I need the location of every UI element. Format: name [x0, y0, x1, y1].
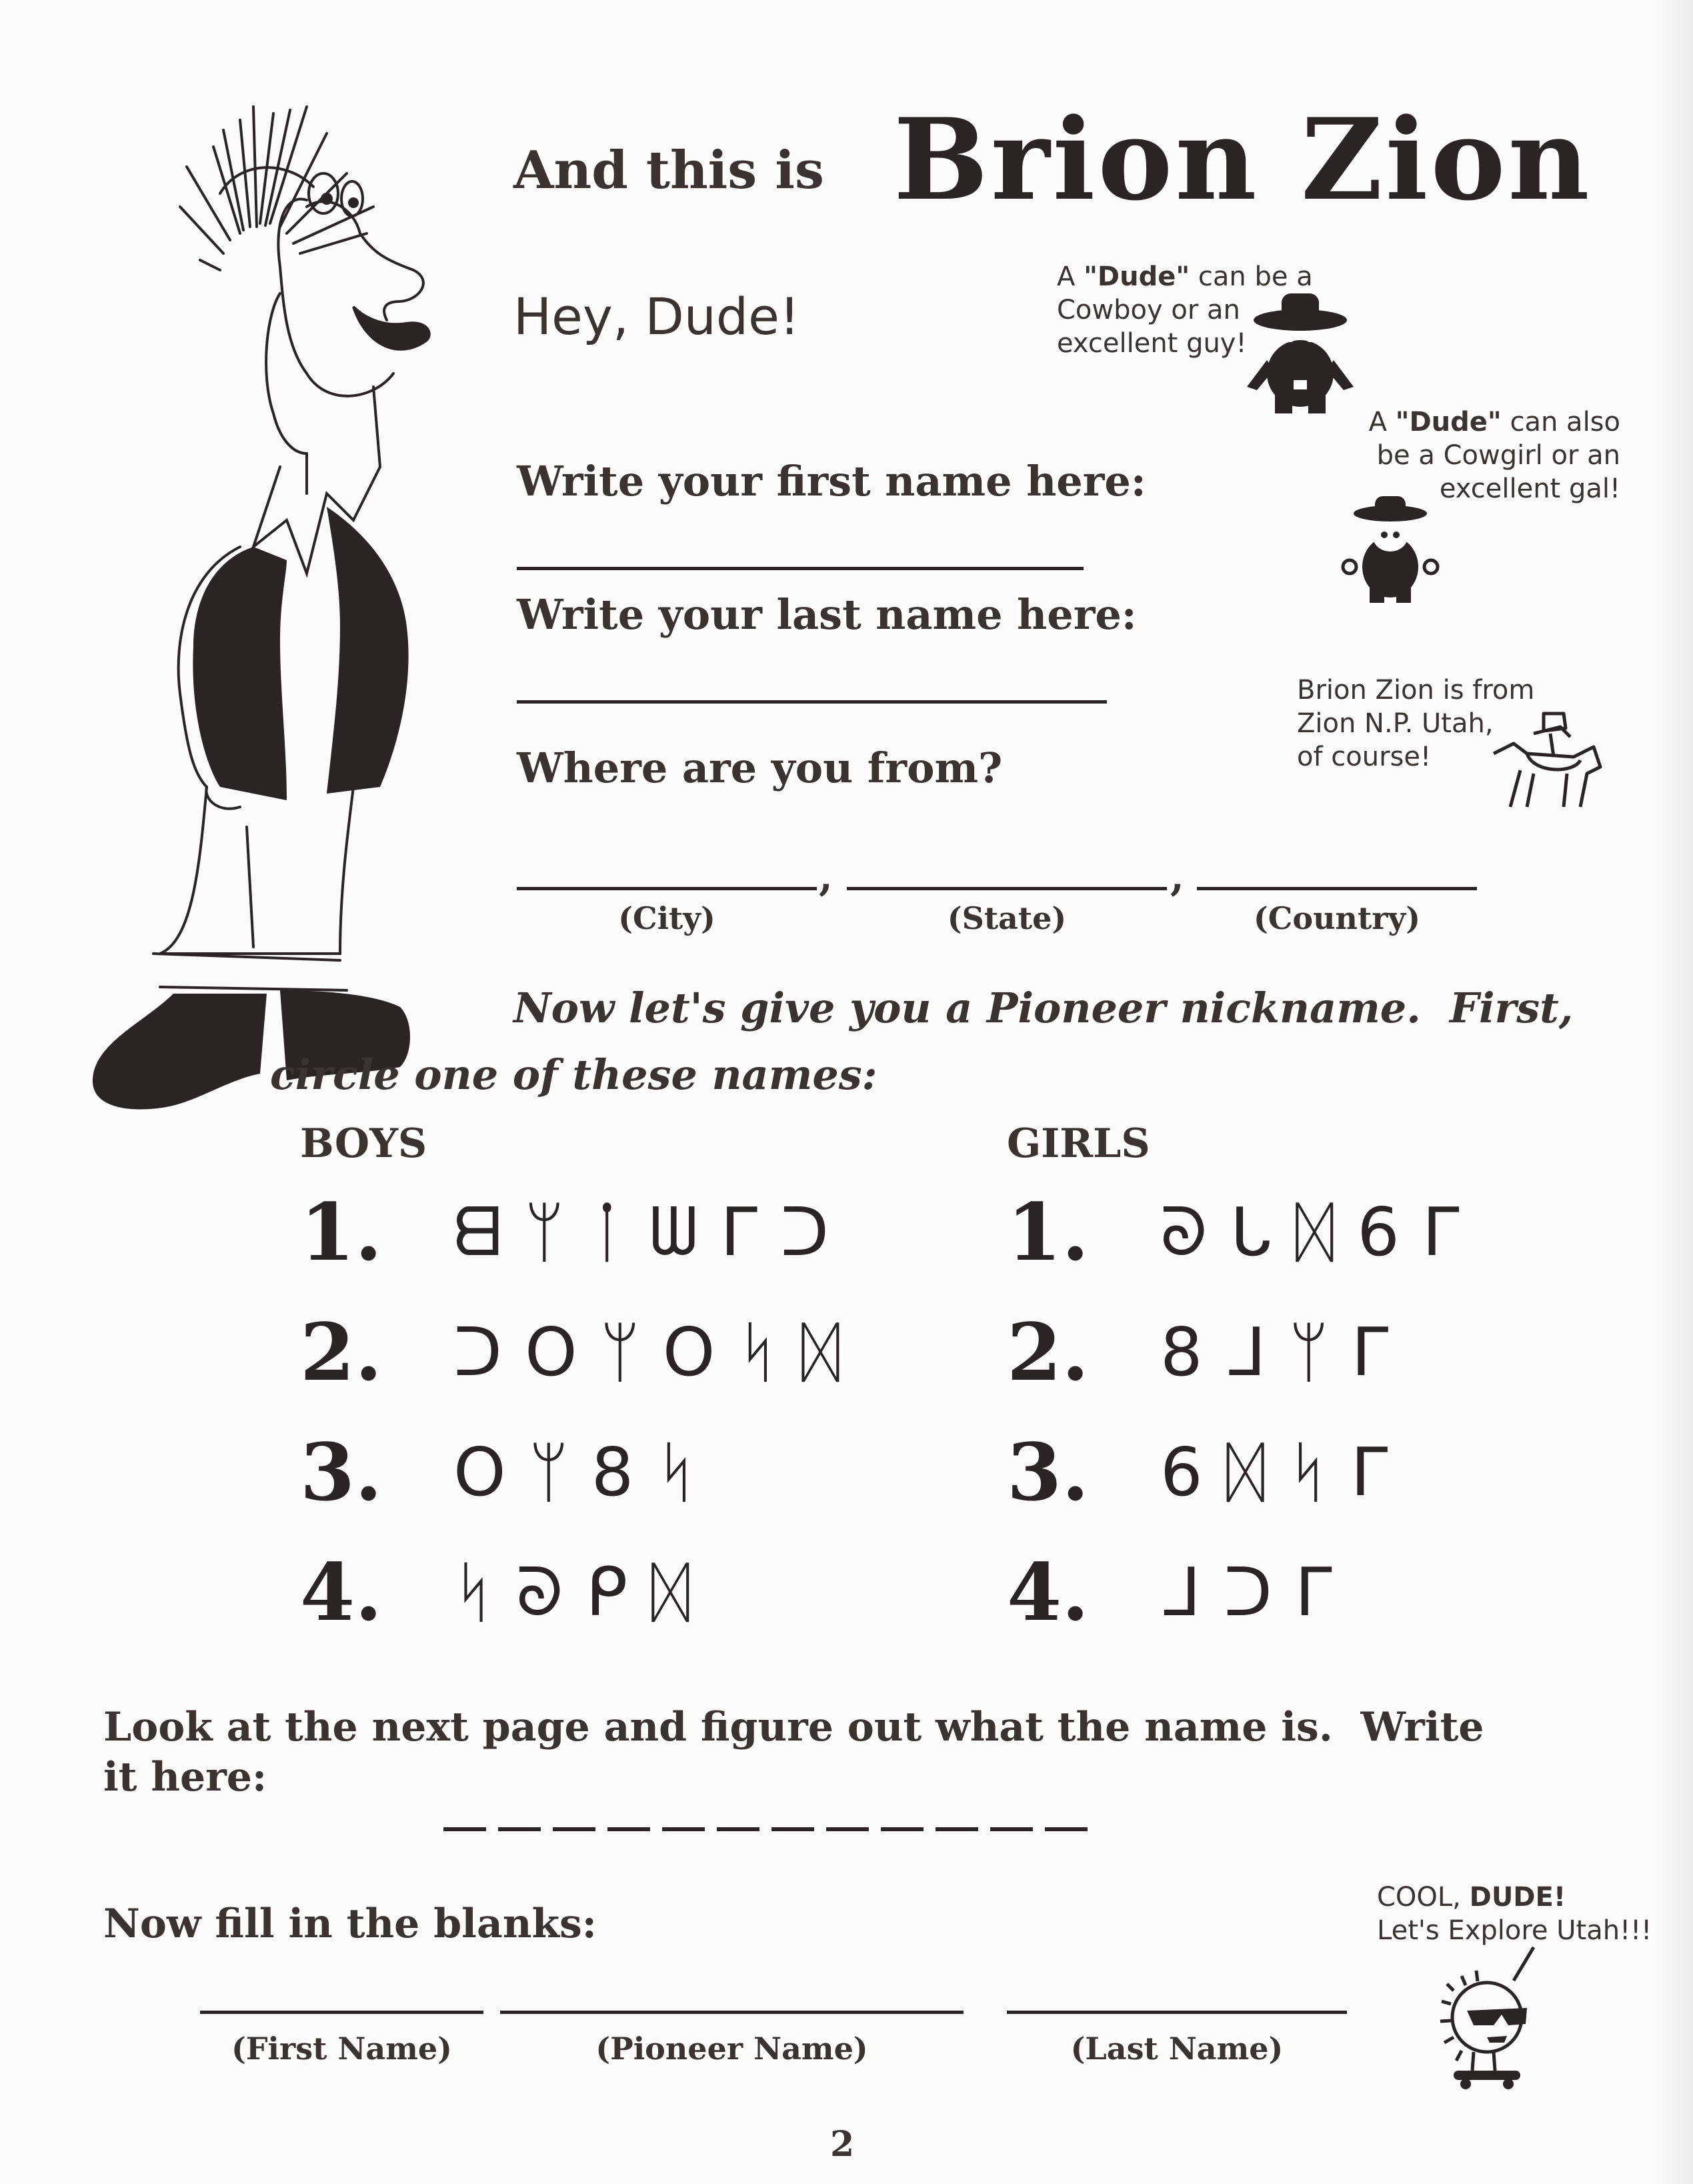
- city-label: (City): [618, 900, 715, 936]
- header-prefix: And this is: [513, 140, 824, 201]
- letter-blank[interactable]: [443, 1827, 486, 1831]
- item-number: 4.: [300, 1546, 383, 1639]
- list-item[interactable]: [1007, 1540, 1482, 1644]
- cool-dude-note: COOL, DUDE! Let's Explore Utah!!!: [1377, 1882, 1652, 1946]
- boys-heading: BOYS: [300, 1120, 427, 1167]
- boys-list: [300, 1180, 863, 1644]
- list-item[interactable]: [300, 1180, 863, 1284]
- letter-blank[interactable]: [1045, 1827, 1088, 1831]
- dude-boy-note: A "Dude" can be a Cowboy or an excellent guy!: [1057, 261, 1313, 359]
- coded-name: Oᛘ8ᛋ: [453, 1433, 719, 1511]
- cool-dude-sunglasses-icon: [1427, 1937, 1560, 2091]
- coded-name: ᛋᘐᑭᛞ: [453, 1552, 713, 1631]
- coded-name: 6ᛞᛋᒥ: [1160, 1433, 1411, 1511]
- comma: ,: [819, 854, 833, 900]
- state-field[interactable]: [847, 887, 1167, 890]
- letter-blank[interactable]: [717, 1827, 759, 1831]
- item-number: 1.: [300, 1186, 383, 1278]
- item-number: 2.: [1007, 1306, 1090, 1398]
- item-number: 3.: [1007, 1426, 1090, 1518]
- last-name-prompt: Write your last name here:: [517, 590, 1137, 639]
- last-name-field[interactable]: [517, 700, 1107, 704]
- greeting: Hey, Dude!: [513, 287, 800, 346]
- decoded-name-blanks[interactable]: [443, 1827, 1088, 1831]
- page-edge-shadow: [1653, 0, 1693, 2184]
- letter-blank[interactable]: [771, 1827, 814, 1831]
- dude-girl-note: A "Dude" can also be a Cowgirl or an excellent gal!: [1368, 407, 1620, 504]
- list-item[interactable]: [300, 1300, 863, 1404]
- where-from-prompt: Where are you from?: [517, 744, 1003, 792]
- cowboy-icon: [1240, 287, 1360, 420]
- list-item[interactable]: [1007, 1420, 1482, 1524]
- first-name-field[interactable]: [517, 567, 1084, 570]
- letter-blank[interactable]: [826, 1827, 869, 1831]
- item-number: 2.: [300, 1306, 383, 1398]
- item-number: 3.: [300, 1426, 383, 1518]
- pioneer-name-blank[interactable]: [500, 2011, 964, 2014]
- brion-zion-illustration: [87, 93, 513, 1134]
- list-item[interactable]: [1007, 1180, 1482, 1284]
- fill-in-title: Now fill in the blanks:: [103, 1901, 597, 1947]
- from-note: Brion Zion is from Zion N.P. Utah, of course!: [1297, 675, 1535, 772]
- pioneer-name-caption: (Pioneer Name): [595, 2031, 868, 2067]
- coded-name: ᗺᛘᛙᗯᒥᑐ: [453, 1192, 852, 1271]
- page-number: 2: [830, 2124, 855, 2165]
- first-name-blank[interactable]: [200, 2011, 483, 2014]
- country-label: (Country): [1254, 900, 1420, 936]
- list-item[interactable]: [300, 1540, 863, 1644]
- coded-name: ᑐOᛘOᛋᛞ: [453, 1313, 864, 1391]
- first-name-caption: (First Name): [231, 2031, 452, 2067]
- country-field[interactable]: [1197, 887, 1477, 890]
- letter-blank[interactable]: [662, 1827, 705, 1831]
- girls-list: [1007, 1180, 1482, 1644]
- list-item[interactable]: [1007, 1300, 1482, 1404]
- nickname-intro-line2: circle one of these names:: [270, 1050, 878, 1099]
- letter-blank[interactable]: [498, 1827, 541, 1831]
- city-field[interactable]: [517, 887, 817, 890]
- letter-blank[interactable]: [553, 1827, 595, 1831]
- cowgirl-icon: [1340, 493, 1440, 607]
- horse-rider-icon: [1487, 707, 1607, 814]
- letter-blank[interactable]: [990, 1827, 1033, 1831]
- letter-blank[interactable]: [881, 1827, 924, 1831]
- comma: ,: [1170, 854, 1184, 900]
- coded-name: ᒧᑐᒥ: [1160, 1553, 1355, 1631]
- item-number: 4.: [1007, 1546, 1090, 1639]
- state-label: (State): [947, 900, 1067, 936]
- last-name-blank[interactable]: [1007, 2011, 1347, 2014]
- decode-line1: Look at the next page and figure out what the name is. Write: [103, 1704, 1484, 1751]
- item-number: 1.: [1007, 1186, 1090, 1278]
- decode-line2: it here:: [103, 1754, 267, 1801]
- coded-name: ᘐᒐᛞ6ᒥ: [1160, 1192, 1482, 1271]
- coded-name: 8ᒧᛘᒥ: [1160, 1313, 1412, 1391]
- girls-heading: GIRLS: [1007, 1120, 1150, 1167]
- header-name: Brion Zion: [894, 93, 1592, 225]
- letter-blank[interactable]: [936, 1827, 978, 1831]
- first-name-prompt: Write your first name here:: [517, 457, 1146, 505]
- last-name-caption: (Last Name): [1070, 2031, 1284, 2067]
- nickname-intro-line1: Now let's give you a Pioneer nickname. First,: [513, 984, 1574, 1032]
- letter-blank[interactable]: [607, 1827, 650, 1831]
- list-item[interactable]: [300, 1420, 863, 1524]
